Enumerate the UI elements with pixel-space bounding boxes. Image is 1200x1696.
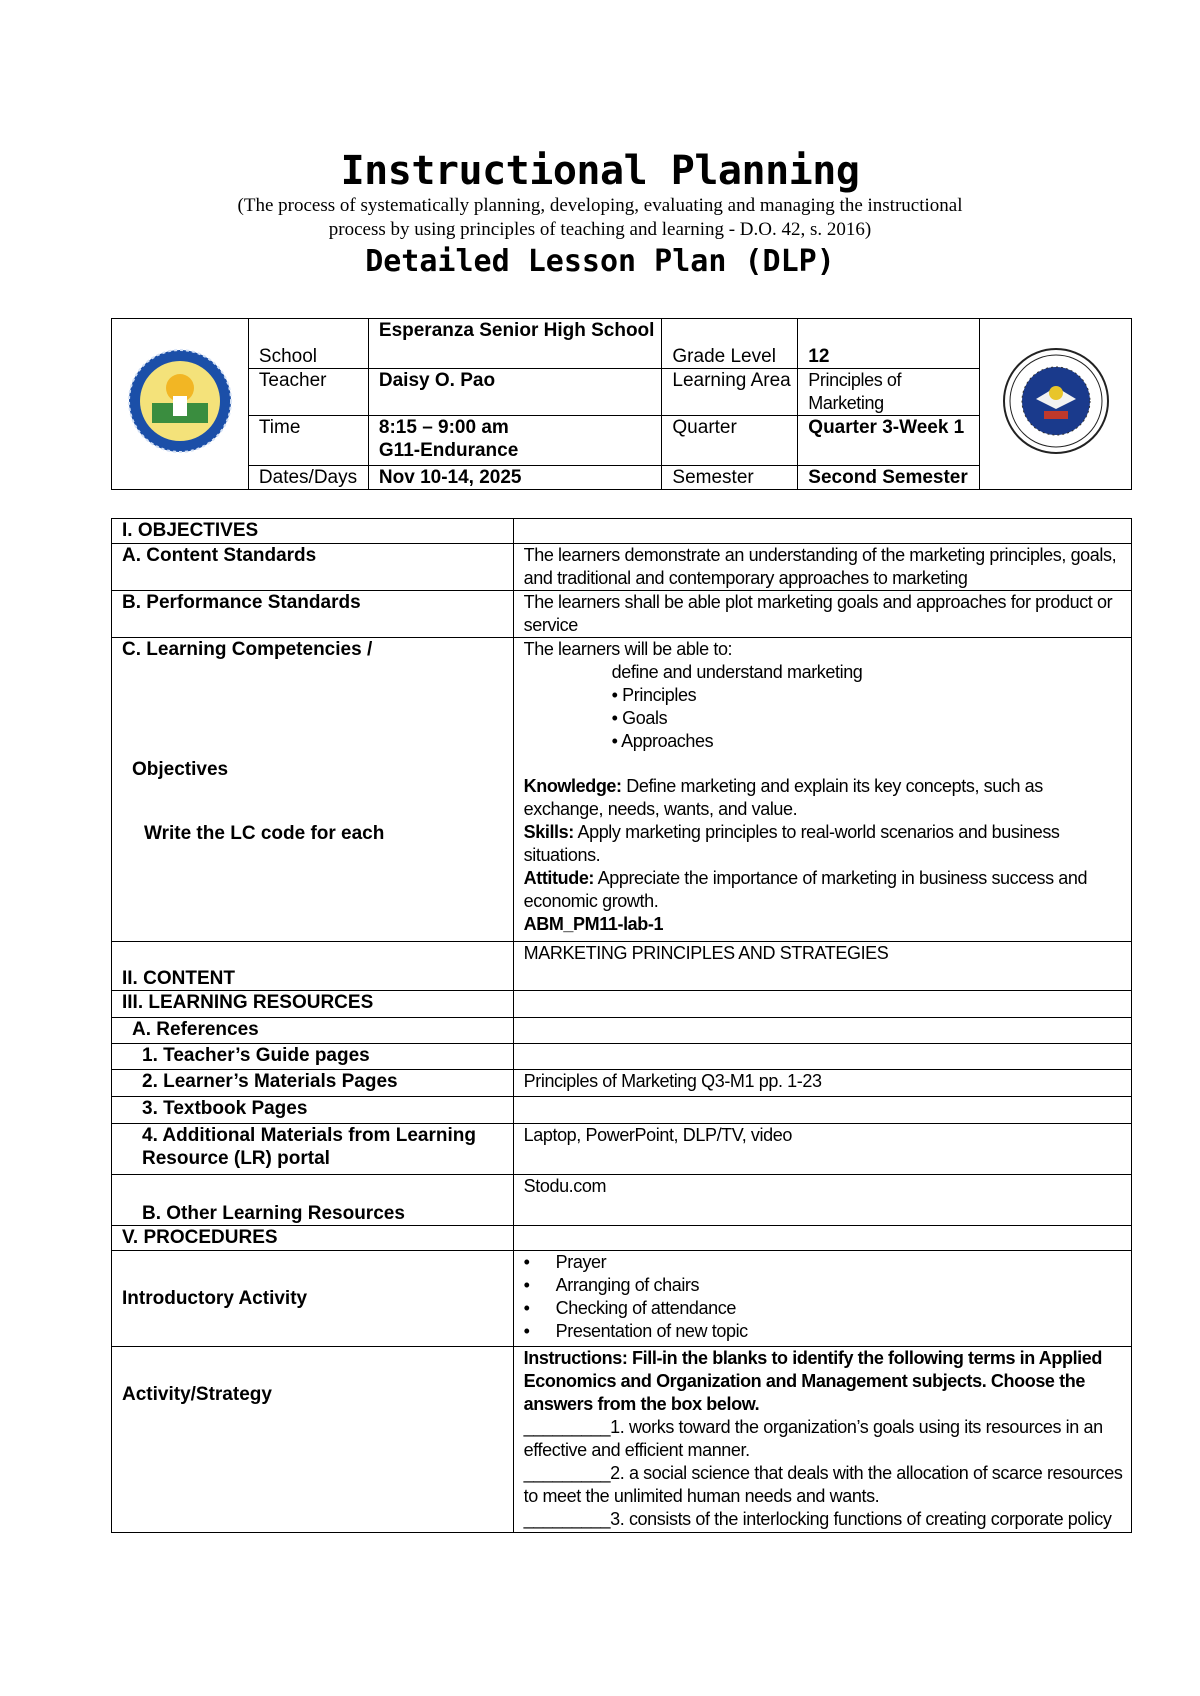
school-label: School xyxy=(248,319,368,369)
subtitle-line-2: process by using principles of teaching and learning - D.O. 42, s. 2016) xyxy=(328,219,872,240)
objectives-label: Objectives xyxy=(132,759,229,780)
procedures-label: V. PROCEDURES xyxy=(112,1226,514,1251)
school-logo-cell xyxy=(112,319,249,490)
content-value: MARKETING PRINCIPLES AND STRATEGIES xyxy=(513,942,1131,991)
activity-question: _________3. consists of the interlocking functions of creating corporate policy xyxy=(523,1509,1112,1529)
semester-label: Semester xyxy=(662,466,798,490)
teachers-guide-label: 1. Teacher’s Guide pages xyxy=(112,1044,514,1070)
intro-item: • Prayer xyxy=(524,1251,1125,1274)
area-label: Learning Area xyxy=(662,369,798,416)
grade-label: Grade Level xyxy=(662,319,798,369)
competencies-label: C. Learning Competencies / xyxy=(122,639,373,660)
competencies-item: • Principles xyxy=(611,685,697,705)
other-resources-value: Stodu.com xyxy=(513,1175,1131,1226)
activity-strategy-value xyxy=(513,1347,1131,1533)
introductory-activity-list xyxy=(513,1251,1131,1347)
dlp-title: Detailed Lesson Plan (DLP) xyxy=(365,244,835,279)
page-title: Instructional Planning xyxy=(340,148,860,194)
time-value xyxy=(368,416,662,466)
competencies-item: • Goals xyxy=(611,708,668,728)
content-label: II. CONTENT xyxy=(112,942,514,991)
page-subtitle xyxy=(150,194,1050,242)
attitude-objective: Attitude: Appreciate the importance of marketing in business success and economic growth. xyxy=(523,868,1088,911)
objectives-heading: I. OBJECTIVES xyxy=(112,519,514,544)
content-standards-value: The learners demonstrate an understanding of the marketing principles, goals, and traditional and contemporary approaches to marketing xyxy=(513,544,1131,591)
lc-code-label: Write the LC code for each xyxy=(144,823,385,844)
subtitle-line-1: (The process of systematically planning, developing, evaluating and managing the instructional xyxy=(237,195,963,216)
references-label: A. References xyxy=(112,1018,514,1044)
deped-seal-icon xyxy=(1002,347,1110,455)
additional-materials-value: Laptop, PowerPoint, DLP/TV, video xyxy=(513,1124,1131,1175)
quarter-label: Quarter xyxy=(662,416,798,466)
section-text: G11-Endurance xyxy=(378,440,519,461)
competencies-intro: The learners will be able to: xyxy=(523,639,733,659)
additional-materials-label: 4. Additional Materials from Learning Resource (LR) portal xyxy=(112,1124,514,1175)
deped-logo-cell xyxy=(980,319,1132,490)
dates-value: Nov 10-14, 2025 xyxy=(368,466,662,490)
competencies-value xyxy=(513,638,1131,942)
intro-item: • Checking of attendance xyxy=(524,1297,1125,1320)
teacher-label: Teacher xyxy=(248,369,368,416)
skills-objective: Skills: Apply marketing principles to real-world scenarios and business situations. xyxy=(523,822,1060,865)
dates-label: Dates/Days xyxy=(248,466,368,490)
lc-code: ABM_PM11-lab-1 xyxy=(523,914,664,934)
activity-strategy-label: Activity/Strategy xyxy=(112,1347,514,1533)
quarter-value: Quarter 3-Week 1 xyxy=(798,416,980,466)
school-seal-icon xyxy=(127,348,233,454)
content-standards-label: A. Content Standards xyxy=(112,544,514,591)
semester-value: Second Semester xyxy=(798,466,980,490)
introductory-activity-label: Introductory Activity xyxy=(112,1251,514,1347)
other-resources-label: B. Other Learning Resources xyxy=(112,1175,514,1226)
intro-item: • Arranging of chairs xyxy=(524,1274,1125,1297)
teacher-value: Daisy O. Pao xyxy=(368,369,662,416)
time-text: 8:15 – 9:00 am xyxy=(378,417,509,438)
intro-item: • Presentation of new topic xyxy=(524,1320,1125,1343)
knowledge-objective: Knowledge: Define marketing and explain its key concepts, such as exchange, needs, wants, and value. xyxy=(523,776,1043,819)
header-table xyxy=(111,318,1132,490)
activity-question: _________1. works toward the organization’s goals using its resources in an effective and efficient manner. xyxy=(523,1417,1103,1460)
competencies-define: define and understand marketing xyxy=(611,662,863,682)
performance-standards-value: The learners shall be able plot marketing goals and approaches for product or service xyxy=(513,591,1131,638)
resources-label: III. LEARNING RESOURCES xyxy=(112,991,514,1018)
performance-standards-label: B. Performance Standards xyxy=(112,591,514,638)
learners-materials-label: 2. Learner’s Materials Pages xyxy=(112,1070,514,1097)
activity-question: _________2. a social science that deals with the allocation of scarce resources to meet the unlimited human needs and wants. xyxy=(523,1463,1123,1506)
lesson-plan-table xyxy=(111,518,1132,1533)
school-value: Esperanza Senior High School xyxy=(368,319,662,369)
grade-value: 12 xyxy=(798,319,980,369)
competencies-item: • Approaches xyxy=(611,731,714,751)
textbook-label: 3. Textbook Pages xyxy=(112,1097,514,1124)
time-label: Time xyxy=(248,416,368,466)
area-value: Principles of Marketing xyxy=(798,369,980,416)
learners-materials-value: Principles of Marketing Q3-M1 pp. 1-23 xyxy=(513,1070,1131,1097)
competencies-cell xyxy=(112,638,514,942)
activity-instructions: Instructions: Fill-in the blanks to identify the following terms in Applied Economics and Organization and Management subjects. Choose the answers from the box below. xyxy=(523,1348,1102,1414)
